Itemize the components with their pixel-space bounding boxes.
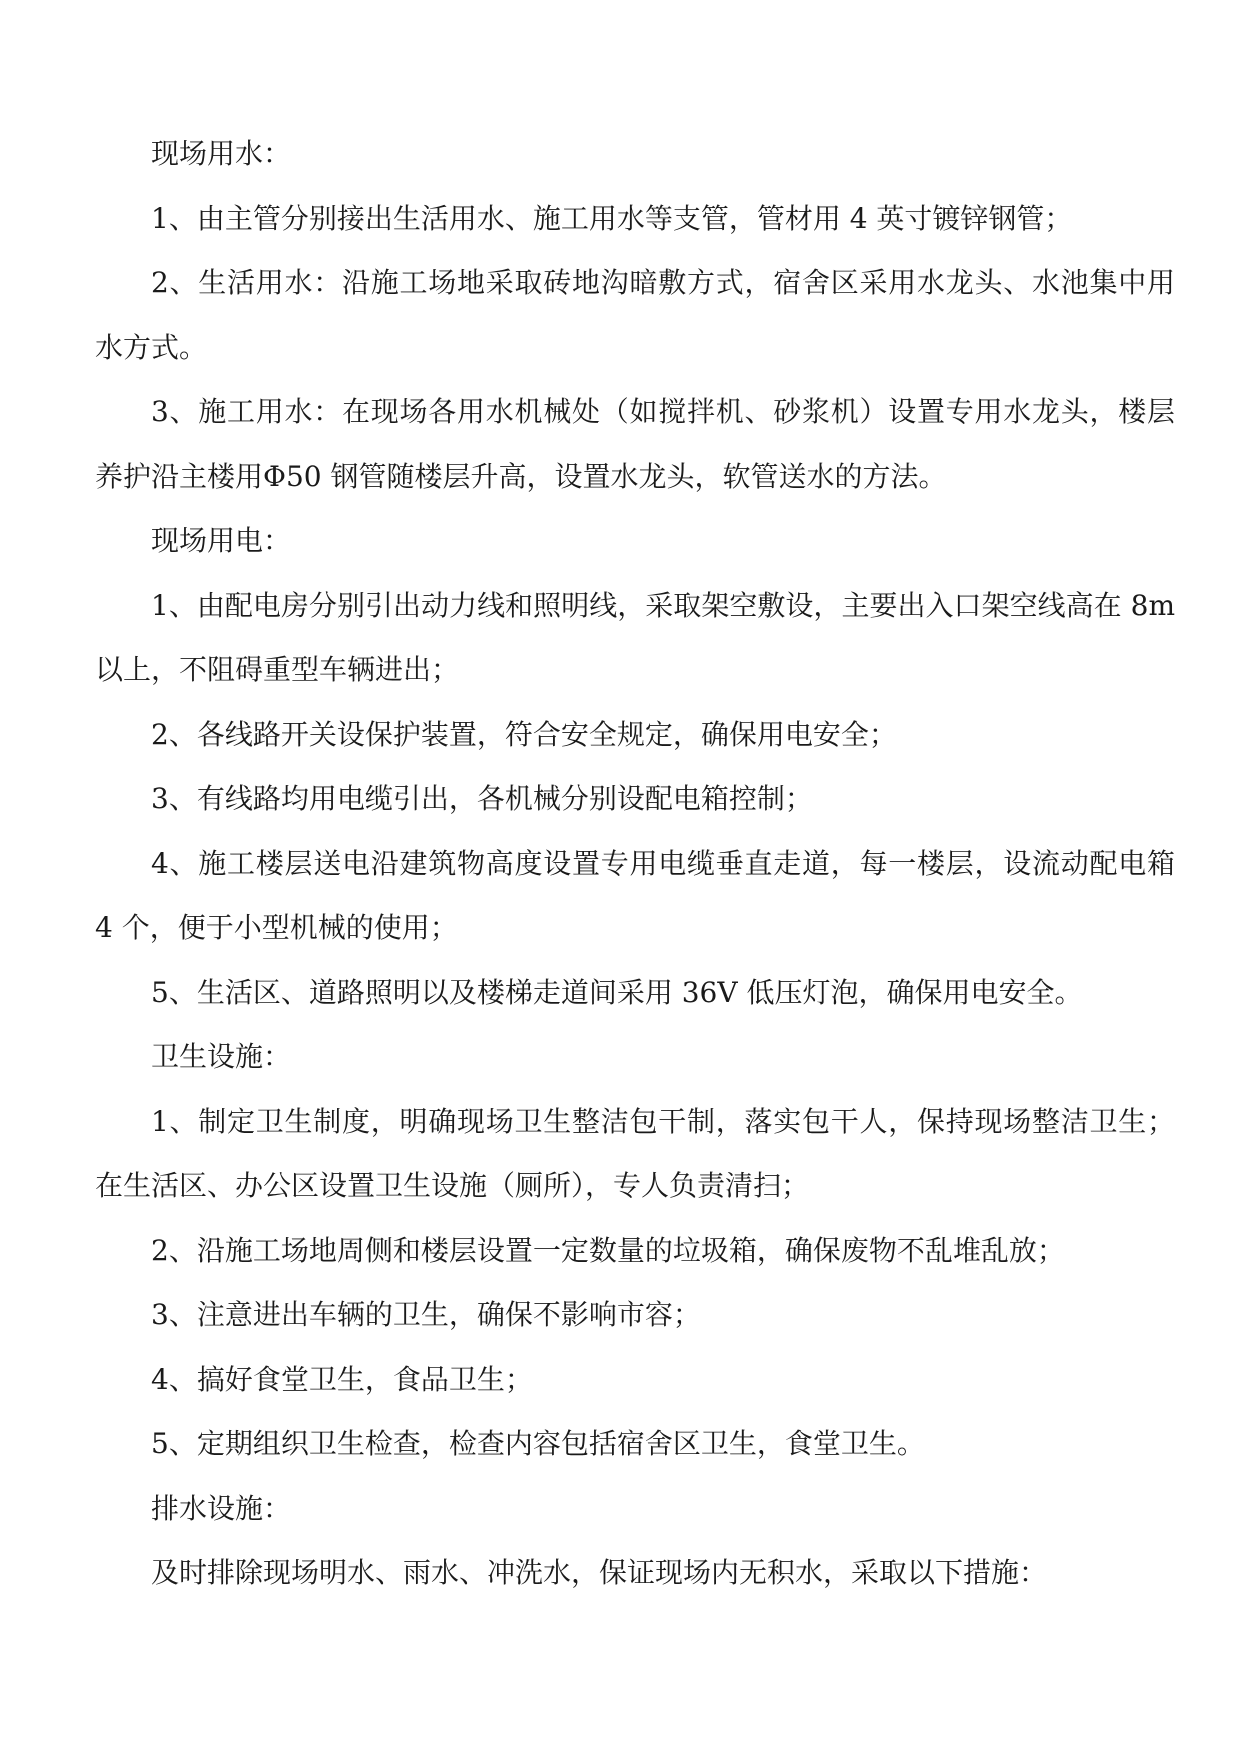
- paragraph: 1、由配电房分别引出动力线和照明线，采取架空敷设，主要出入口架空线高在 8m 以上，不阻碍重型车辆进出；: [95, 588, 1175, 686]
- paragraph: 1、由主管分别接出生活用水、施工用水等支管，管材用 4 英寸镀锌钢管；: [151, 201, 1073, 235]
- document-body: [95, 122, 1175, 1606]
- heading-site-electricity: 现场用电：: [151, 524, 292, 557]
- paragraph: 2、生活用水：沿施工场地采取砖地沟暗敷方式，宿舍区采用水龙头、水池集中用水方式。: [95, 266, 1175, 364]
- paragraph: 3、有线路均用电缆引出，各机械分别设配电箱控制；: [151, 782, 813, 815]
- heading-sanitation: 卫生设施：: [151, 1040, 292, 1073]
- paragraph: 3、注意进出车辆的卫生，确保不影响市容；: [151, 1298, 701, 1331]
- paragraph: 1、制定卫生制度，明确现场卫生整洁包干制，落实包干人，保持现场整洁卫生；在生活区、办公区设置卫生设施（厕所），专人负责清扫；: [95, 1104, 1175, 1202]
- paragraph: 5、生活区、道路照明以及楼梯走道间采用 36V 低压灯泡，确保用电安全。: [151, 975, 1083, 1009]
- paragraph: 5、定期组织卫生检查，检查内容包括宿舍区卫生，食堂卫生。: [151, 1427, 925, 1460]
- paragraph: 及时排除现场明水、雨水、冲洗水，保证现场内无积水，采取以下措施：: [151, 1556, 1048, 1589]
- paragraph: 2、各线路开关设保护装置，符合安全规定，确保用电安全；: [151, 717, 897, 751]
- paragraph: 4、搞好食堂卫生，食品卫生；: [151, 1362, 533, 1396]
- paragraph: 2、沿施工场地周侧和楼层设置一定数量的垃圾箱，确保废物不乱堆乱放；: [151, 1233, 1065, 1267]
- heading-site-water: 现场用水：: [151, 137, 292, 170]
- paragraph: 4、施工楼层送电沿建筑物高度设置专用电缆垂直走道，每一楼层，设流动配电箱 4 个，便于小型机械的使用；: [95, 846, 1175, 944]
- heading-drainage: 排水设施：: [151, 1491, 292, 1525]
- paragraph: 3、施工用水：在现场各用水机械处（如搅拌机、砂浆机）设置专用水龙头，楼层养护沿主楼用Φ50 钢管随楼层升高，设置水龙头，软管送水的方法。: [95, 395, 1175, 493]
